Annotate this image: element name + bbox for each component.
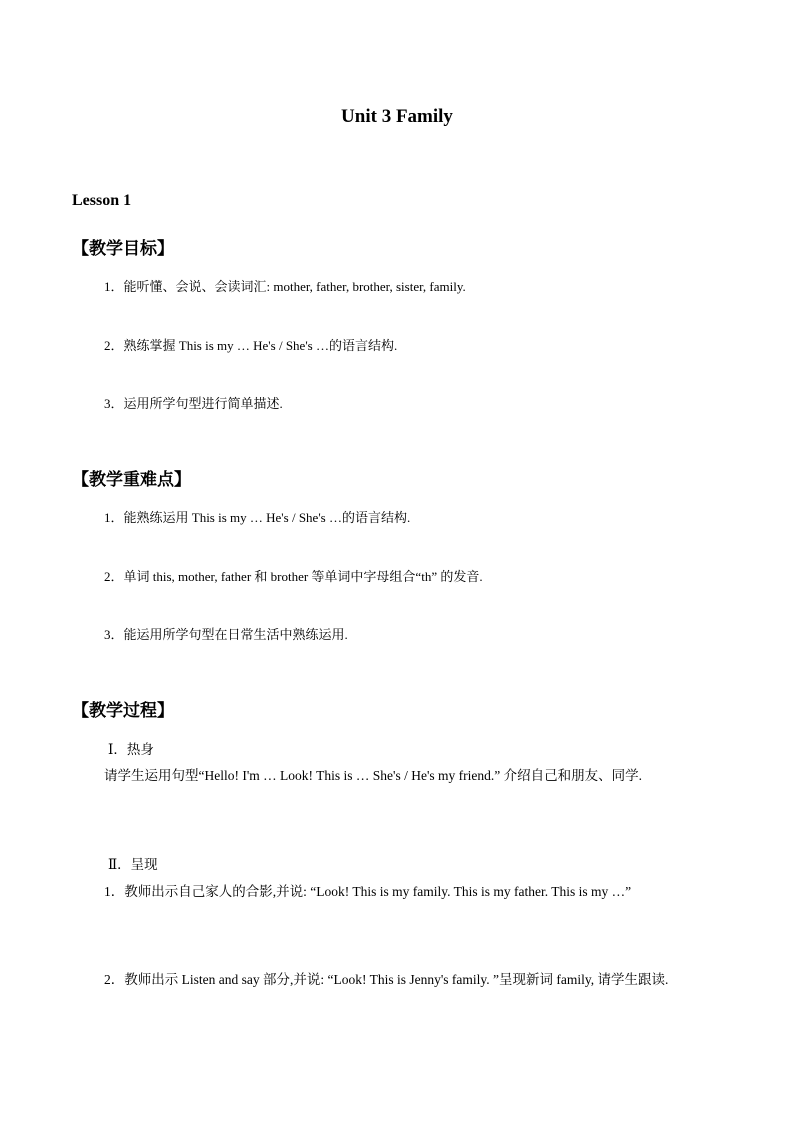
presentation-step-1: 1．教师出示自己家人的合影,并说: “Look! This is my family. This is my father. This is my …” — [104, 884, 632, 899]
presentation-title: Ⅱ．呈现 — [108, 857, 158, 872]
presentation-step-2: 2．教师出示 Listen and say 部分,并说: “Look! This is Jenny's family. ”呈现新词 family, 请学生跟读. — [104, 972, 669, 987]
page-title: Unit 3 Family — [341, 106, 453, 127]
key-point-item-3: 3．能运用所学句型在日常生活中熟练运用. — [104, 627, 348, 642]
process-heading: 【教学过程】 — [72, 701, 174, 721]
key-points-heading: 【教学重难点】 — [72, 470, 191, 490]
key-point-item-2: 2．单词 this, mother, father 和 brother 等单词中字母组合“th” 的发音. — [104, 569, 483, 584]
objective-item-2: 2．熟练掌握 This is my … He's / She's …的语言结构. — [104, 338, 398, 353]
key-point-item-1: 1．能熟练运用 This is my … He's / She's …的语言结构. — [104, 510, 411, 525]
warmup-paragraph: 请学生运用句型“Hello! I'm … Look! This is … She's / He's my friend.” 介绍自己和朋友、同学. — [104, 768, 643, 783]
lesson-heading: Lesson 1 — [72, 192, 132, 209]
objective-item-1: 1．能听懂、会说、会读词汇: mother, father, brother, sister, family. — [104, 279, 466, 294]
objective-item-3: 3．运用所学句型进行简单描述. — [104, 396, 283, 411]
warmup-title: Ⅰ．热身 — [108, 742, 154, 757]
objectives-heading: 【教学目标】 — [72, 239, 174, 259]
